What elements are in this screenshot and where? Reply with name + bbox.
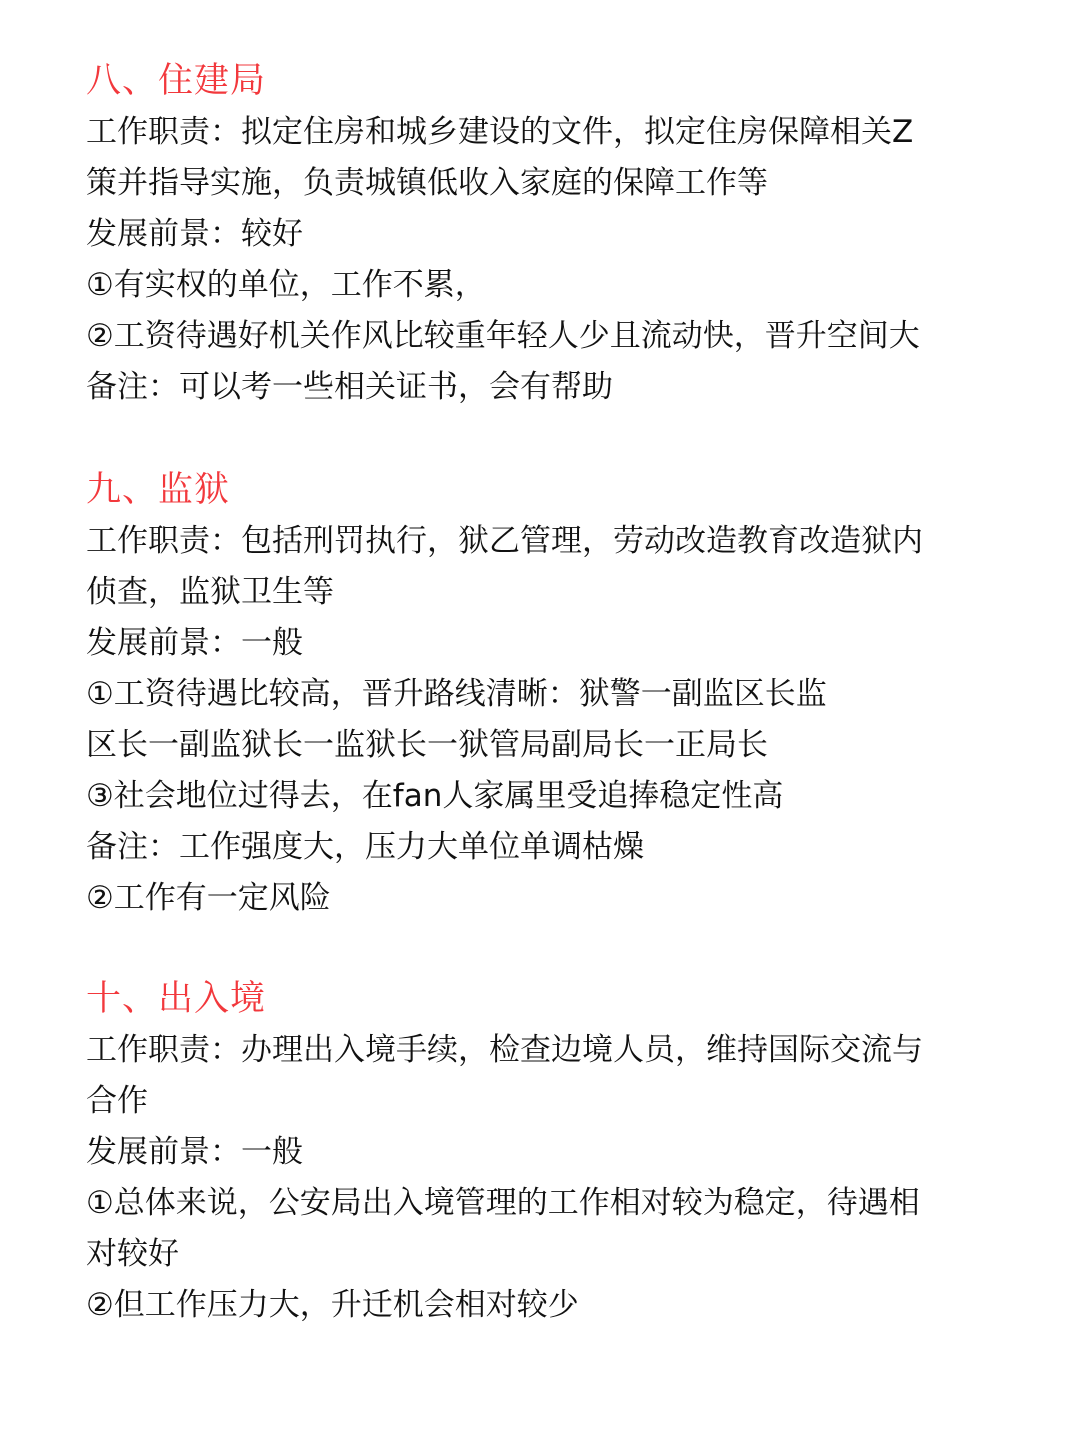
body-line: 侦查，监狱卫生等 bbox=[86, 574, 334, 610]
section-prison bbox=[86, 465, 1016, 924]
section-heading: 十、出入境 bbox=[86, 979, 267, 1019]
body-line: 工作职责：包括刑罚执行，狱乙管理，劳动改造教育改造狱内 bbox=[86, 523, 923, 559]
body-line: ③社会地位过得去，在fan人家属里受追捧稳定性高 bbox=[86, 778, 784, 814]
body-line: 发展前景：较好 bbox=[86, 216, 303, 252]
body-line: ①有实权的单位，工作不累， bbox=[86, 267, 486, 303]
body-line: 工作职责：办理出入境手续，检查边境人员，维持国际交流与 bbox=[86, 1032, 923, 1068]
body-line: 对较好 bbox=[86, 1236, 179, 1272]
section-housing-bureau bbox=[86, 56, 1016, 413]
body-line: ②工资待遇好机关作风比较重年轻人少且流动快，晋升空间大 bbox=[86, 318, 920, 354]
body-line: ①工资待遇比较高，晋升路线清晰：狱警一副监区长监 bbox=[86, 676, 827, 712]
section-heading: 八、住建局 bbox=[86, 61, 267, 101]
body-line: ②工作有一定风险 bbox=[86, 880, 331, 916]
section-exit-entry bbox=[86, 974, 1016, 1331]
body-line: 发展前景：一般 bbox=[86, 1134, 303, 1170]
body-line: 备注：工作强度大，压力大单位单调枯燥 bbox=[86, 829, 644, 865]
body-line: 策并指导实施，负责城镇低收入家庭的保障工作等 bbox=[86, 165, 768, 201]
body-line: ①总体来说，公安局出入境管理的工作相对较为稳定，待遇相 bbox=[86, 1185, 920, 1221]
section-heading: 九、监狱 bbox=[86, 470, 231, 510]
body-line: 工作职责：拟定住房和城乡建设的文件，拟定住房保障相关Z bbox=[86, 114, 914, 150]
body-line: 区长一副监狱长一监狱长一狱管局副局长一正局长 bbox=[86, 727, 768, 763]
body-line: 发展前景：一般 bbox=[86, 625, 303, 661]
body-line: ②但工作压力大，升迁机会相对较少 bbox=[86, 1287, 579, 1323]
body-line: 合作 bbox=[86, 1083, 148, 1119]
body-line: 备注：可以考一些相关证书，会有帮助 bbox=[86, 369, 613, 405]
